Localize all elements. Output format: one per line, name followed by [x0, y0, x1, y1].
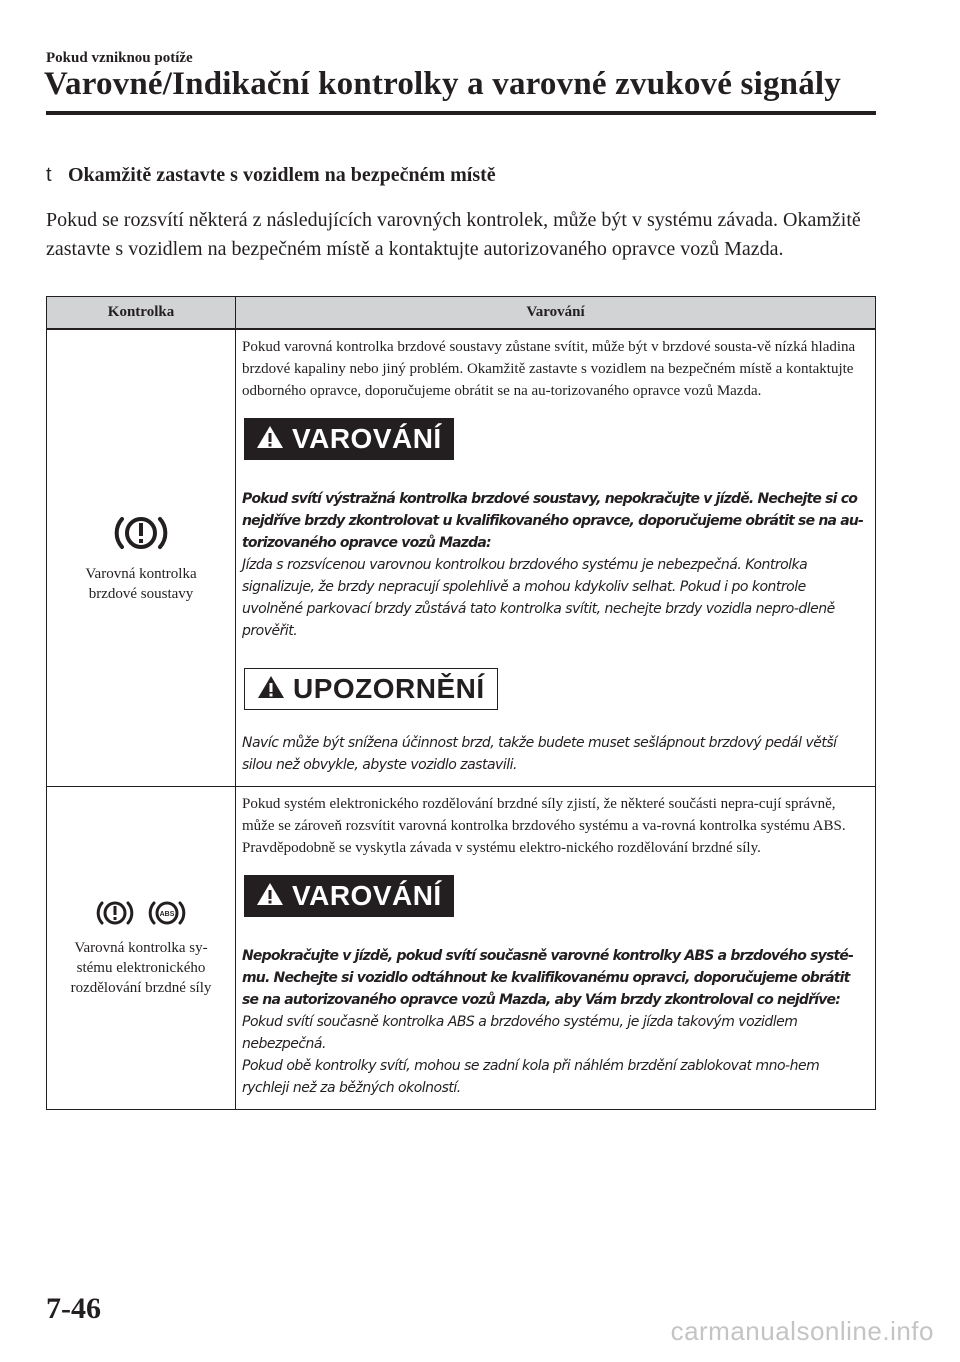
caution-text: Navíc může být snížena účinnost brzd, takže budete muset sešlápnout brzdový pedál větší silou než obvykle, abyste vozidlo zastavili.	[242, 735, 837, 773]
page-number: 7-46	[46, 1292, 101, 1325]
brake-warning-icon	[95, 898, 135, 934]
symbol-cell	[47, 787, 236, 1110]
section-bullet: t	[46, 164, 52, 186]
description-cell	[236, 329, 876, 787]
table-header-kontrolka: Kontrolka	[47, 297, 236, 330]
symbol-cell	[47, 329, 236, 787]
warning-triangle-icon	[256, 882, 284, 911]
breadcrumb: Pokud vzniknou potíže	[46, 50, 193, 66]
warning-text: Jízda s rozsvícenou varovnou kontrolkou brzdového systému je nebezpečná. Kontrolka signalizuje, že brzdy nepracují spolehlivě a mohou kdykoliv selhat. Pokud i po kontrole uvolněné parkovací brzdy zůstává tato kontrolka svítit, nechejte brzdy vozidla nepro-dleně prověřit.	[242, 557, 835, 639]
warning-text: Pokud svítí současně kontrolka ABS a brzdového systému, je jízda takovým vozidlem nebezpečná.	[242, 1014, 798, 1052]
warning-banner	[244, 875, 454, 917]
symbol-label: Varovná kontrolka sy-	[74, 940, 208, 956]
description-cell	[236, 787, 876, 1110]
warning-lights-table	[46, 296, 876, 1110]
symbol-label: Varovná kontrolka	[85, 566, 197, 582]
warning-label: VAROVÁNÍ	[292, 423, 442, 454]
table-row	[47, 787, 876, 1110]
abs-warning-icon	[147, 898, 187, 934]
section-heading	[46, 164, 496, 187]
symbol-group	[51, 512, 231, 560]
description-text: Pokud systém elektronického rozdělování brzdné síly zjistí, že některé součásti nepra-cují správně, může se zároveň rozsvítit varovná kontrolka brzdového systému a va-rovná kontrolka systému ABS. Pravděpodobně se vyskytla závada v systému elektro-nického rozdělování brzdné síly.	[242, 796, 846, 856]
warning-banner	[244, 418, 454, 460]
warning-label: VAROVÁNÍ	[292, 880, 442, 911]
page-title: Varovné/Indikační kontrolky a varovné zvukové signály	[44, 66, 841, 102]
title-rule	[46, 111, 876, 115]
abs-icon-text: ABS	[159, 911, 175, 918]
table-row	[47, 329, 876, 787]
warning-triangle-icon	[256, 425, 284, 454]
description-text: Pokud varovná kontrolka brzdové soustavy zůstane svítit, může být v brzdové sousta-vě nízká hladina brzdové kapaliny nebo jiný problém. Okamžitě zastavte s vozidlem na bezpečném místě a kontaktujte odborného opravce, doporučujeme obrátit se na au-torizovaného opravce vozů Mazda.	[242, 339, 856, 399]
caution-triangle-icon	[257, 675, 285, 704]
watermark: carmanualsonline.info	[670, 1316, 934, 1346]
caution-label: UPOZORNĚNÍ	[293, 673, 485, 704]
symbol-label: rozdělování brzdné síly	[70, 980, 212, 996]
warning-lead-text: Nepokračujte v jízdě, pokud svítí současně varovné kontrolky ABS a brzdového systé-mu. Nechejte si vozidlo odtáhnout ke kvalifikovanému opravci, doporučujeme obrátit se na autorizovaného opravce vozů Mazda, aby Vám brzdy zkontroloval co nejdříve:	[242, 948, 854, 1008]
symbol-label: stému elektronického	[76, 960, 206, 976]
symbol-group	[51, 898, 231, 934]
symbol-label: brzdové soustavy	[88, 586, 194, 602]
table-header-varovani: Varování	[236, 297, 876, 330]
warning-lead-text: Pokud svítí výstražná kontrolka brzdové soustavy, nepokračujte v jízdě. Nechejte si co nejdříve brzdy zkontrolovat u kvalifikovaného opravce, doporučujeme obrátit se na au-torizovaného opravce vozů Mazda:	[242, 491, 864, 551]
brake-warning-icon	[112, 512, 170, 560]
table-header-row	[47, 297, 876, 330]
section-heading-text: Okamžitě zastavte s vozidlem na bezpečném místě	[68, 164, 496, 186]
intro-paragraph: Pokud se rozsvítí některá z následujících varovných kontrolek, může být v systému závada. Okamžitě zastavte s vozidlem na bezpečném místě a kontaktujte autorizovaného opravce vozů Mazda.	[46, 209, 861, 260]
caution-banner	[244, 668, 498, 710]
warning-text: Pokud obě kontrolky svítí, mohou se zadní kola při náhlém brzdění zablokovat mno-hem rychleji než za běžných okolností.	[242, 1058, 820, 1096]
